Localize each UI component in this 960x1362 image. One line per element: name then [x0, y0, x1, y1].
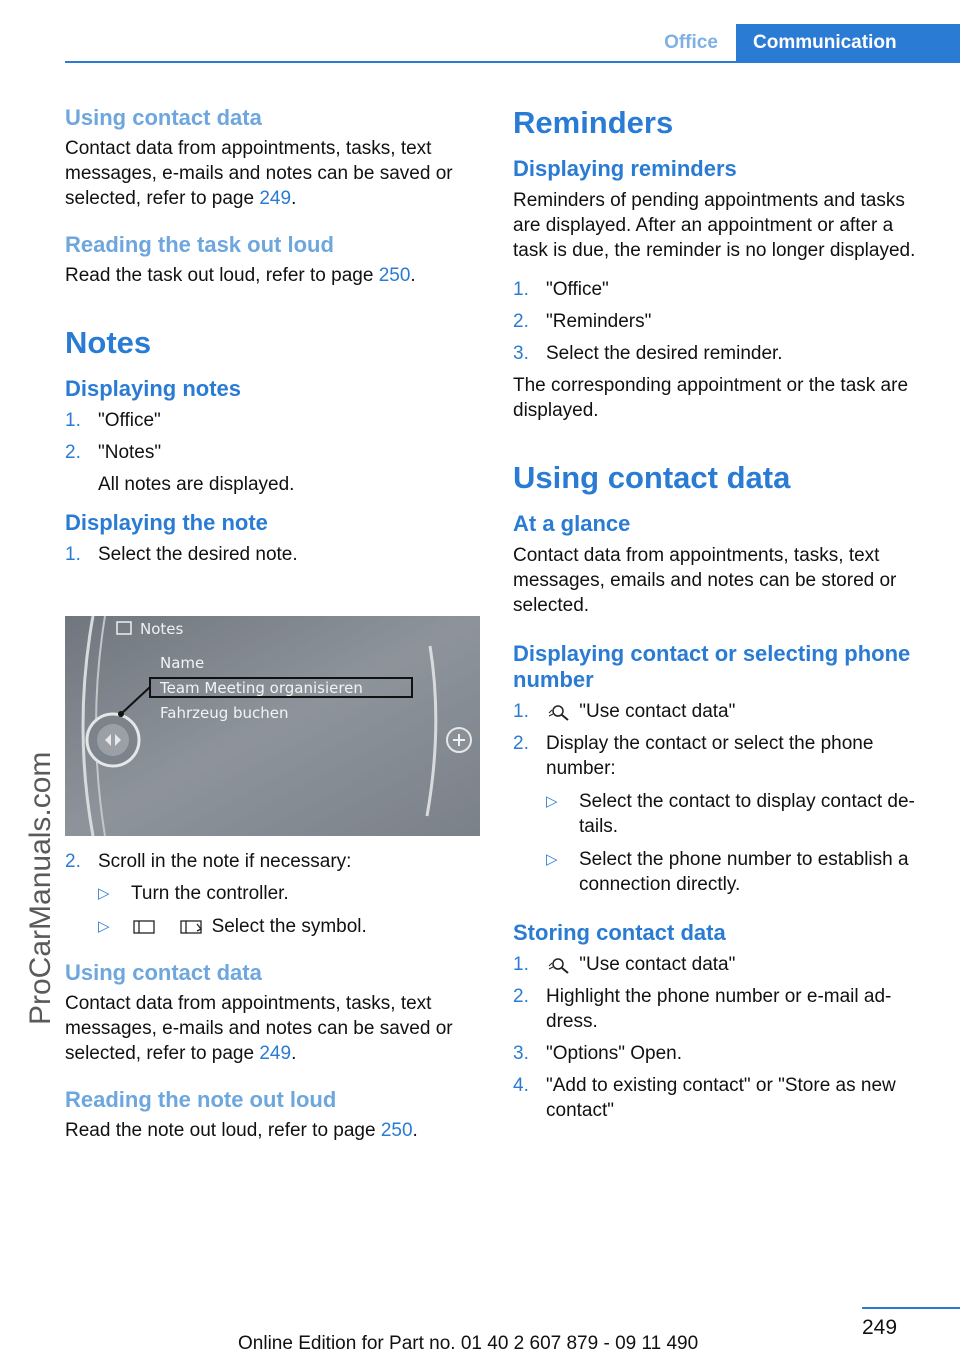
notes-screen-image — [65, 616, 480, 836]
section-heading: Reading the note out loud — [65, 1087, 337, 1112]
scroll-down-icon — [178, 918, 206, 936]
sub-item: ▷ Select the phone number to establish a connection directly. — [546, 849, 909, 895]
right-column — [513, 104, 933, 1123]
page-link[interactable]: 249 — [259, 188, 292, 209]
screen-item: Fahrzeug buchen — [160, 704, 289, 722]
list-item: 2. Display the contact or select the phone number: — [513, 733, 874, 779]
section-heading: Using contact data — [65, 105, 262, 130]
left-column — [65, 104, 485, 567]
reminders-heading: Reminders — [513, 105, 674, 140]
scroll-up-icon — [131, 918, 159, 936]
paragraph: Read the task out loud, refer to page 250. — [65, 265, 416, 286]
list-item: 1. "Use contact data" — [513, 701, 736, 722]
side-watermark: ProCarManuals.com — [24, 751, 57, 1025]
tab-communication[interactable]: Communication — [736, 24, 960, 61]
list-item: 2. "Notes" — [65, 442, 162, 463]
list-item: 2. Highlight the phone number or e-mail ad-dress. — [513, 986, 892, 1032]
list-item: 1. "Office" — [513, 279, 609, 300]
page-number: 249 — [862, 1316, 898, 1339]
notes-steps — [65, 408, 485, 497]
contact-search-icon — [546, 956, 574, 974]
header-rule — [65, 61, 960, 63]
subsection-heading: Storing contact data — [513, 920, 726, 945]
list-item: 4. "Add to existing contact" or "Store as new contact" — [513, 1075, 896, 1121]
sub-item: ▷ Turn the controller. — [98, 883, 289, 904]
list-item: 3. Select the desired reminder. — [513, 343, 783, 364]
page-link[interactable]: 249 — [259, 1043, 292, 1064]
screen-item-selected: Team Meeting organisieren — [160, 679, 363, 697]
screen-title: Notes — [140, 620, 184, 638]
sub-item: ▷ Select the symbol. — [98, 916, 367, 937]
contact-data-heading: Using contact data — [513, 460, 791, 495]
left-column-lower — [65, 849, 485, 1143]
subsection-heading: Displaying the note — [65, 510, 268, 535]
list-item: 2. Scroll in the note if necessary: — [65, 851, 352, 872]
list-item-result: All notes are displayed. — [98, 474, 295, 495]
footer-edition: Online Edition for Part no. 01 40 2 607 879 - 09 11 490 — [238, 1333, 699, 1354]
screen-item: Name — [160, 654, 205, 672]
page-link[interactable]: 250 — [380, 1120, 413, 1141]
paragraph: Contact data from appointments, tasks, text messages, e-mails and notes can be saved or selected, refer to page 249. — [65, 138, 453, 209]
list-item: 2. "Reminders" — [513, 311, 652, 332]
sub-item: ▷ Select the contact to display contact de-tails. — [546, 791, 915, 837]
notes-heading: Notes — [65, 325, 152, 360]
paragraph: Read the note out loud, refer to page 250. — [65, 1120, 418, 1141]
subsection-heading: Displaying reminders — [513, 156, 737, 181]
paragraph: Reminders of pending appointments and tasks are displayed. After an appointment or after a task is due, the reminder is no longer displayed. — [513, 190, 916, 261]
subsection-heading: Displaying notes — [65, 376, 242, 401]
tab-office[interactable]: Office — [664, 32, 718, 53]
footer-rule — [862, 1307, 960, 1309]
section-heading: Using contact data — [65, 960, 262, 985]
list-item: 1. Select the desired note. — [65, 544, 298, 565]
subsection-heading: At a glance — [513, 511, 631, 536]
subsection-heading: Displaying contact or selecting phone number — [513, 641, 911, 692]
section-heading: Reading the task out loud — [65, 232, 334, 257]
list-item: 3. "Options" Open. — [513, 1043, 683, 1064]
list-item: 1. "Use contact data" — [513, 954, 736, 975]
paragraph: The corresponding appointment or the task are displayed. — [513, 375, 909, 421]
paragraph: Contact data from appointments, tasks, text messages, e-mails and notes can be saved or selected, refer to page 249. — [65, 993, 453, 1064]
contact-search-icon — [546, 703, 574, 721]
paragraph: Contact data from appointments, tasks, text messages, emails and notes can be stored or selected. — [513, 545, 897, 616]
reminders-steps — [513, 277, 933, 366]
list-item: 1. "Office" — [65, 410, 161, 431]
page-link[interactable]: 250 — [378, 265, 411, 286]
